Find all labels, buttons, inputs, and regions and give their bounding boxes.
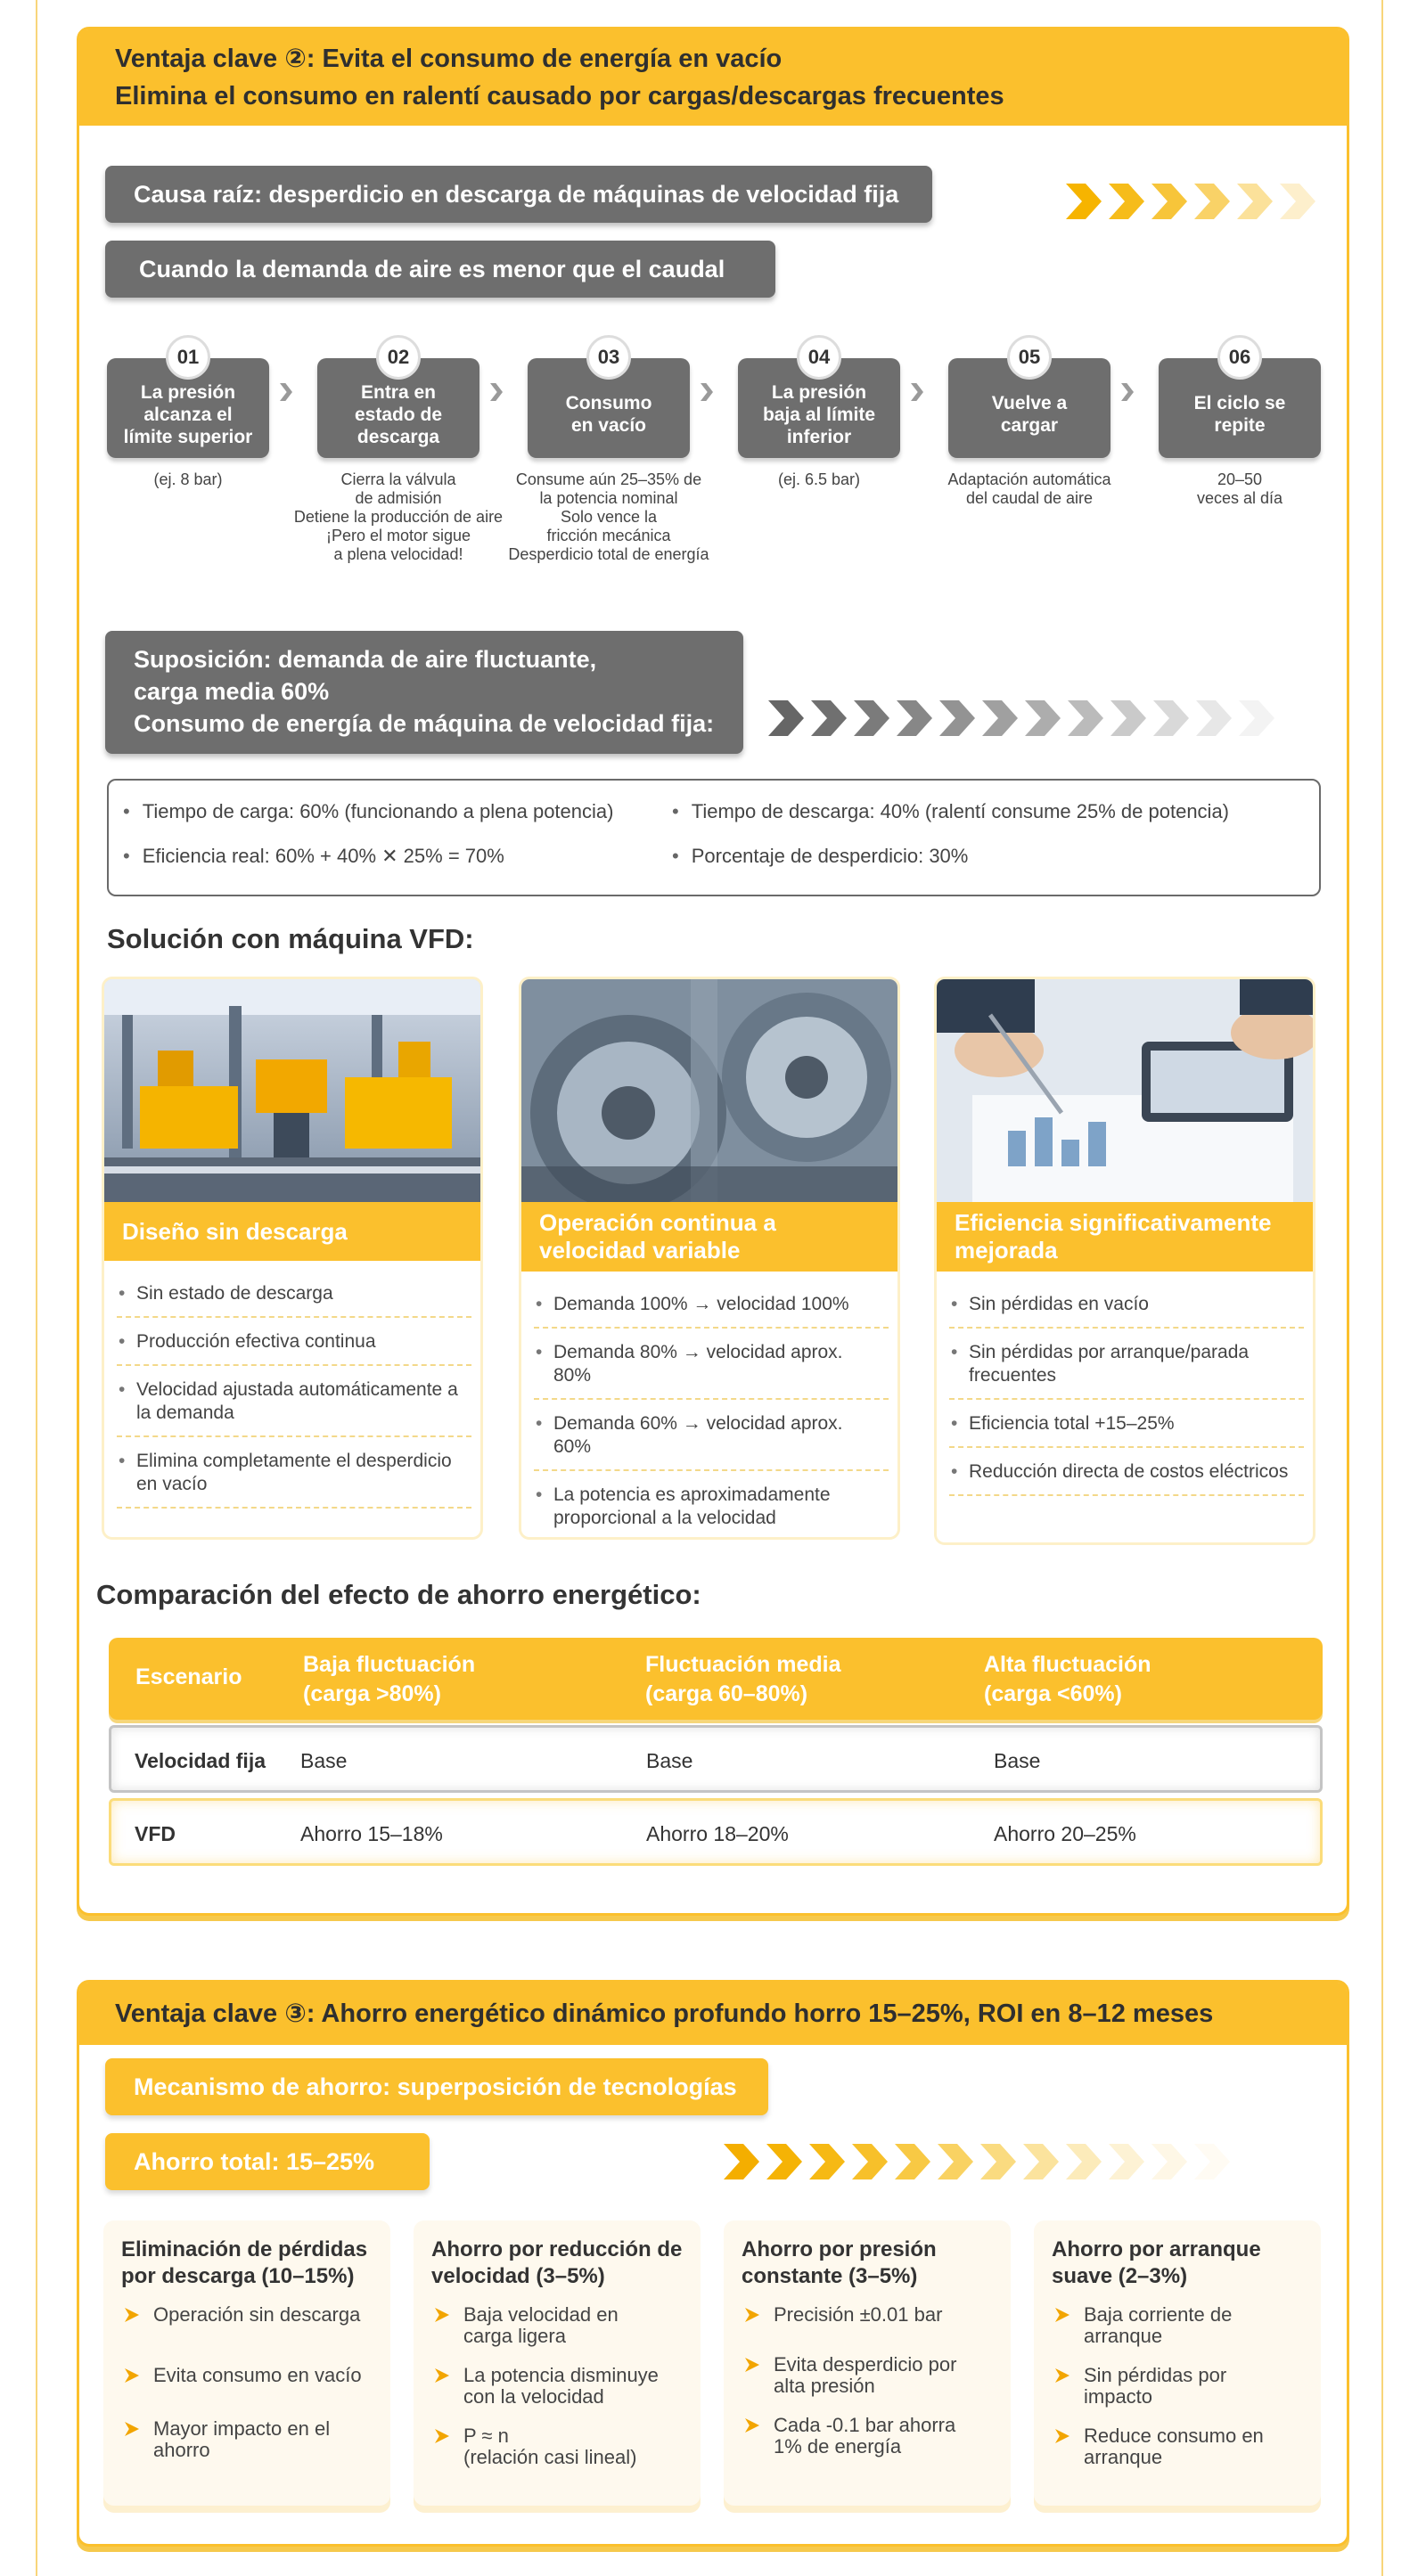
row-label: Velocidad fija: [135, 1749, 266, 1772]
total-saving-label: Ahorro total: 15–25%: [105, 2133, 430, 2190]
saving-title: Ahorro por presión constante (3–5%): [742, 2237, 937, 2288]
card-item: • Eficiencia total +15–25%: [949, 1400, 1304, 1448]
vfd-card-no-unload: [102, 977, 483, 1540]
saving-title: Ahorro por arranque suave (2–3%): [1052, 2237, 1261, 2288]
saving-card-unload: [103, 2220, 390, 2506]
step-number: 03: [586, 335, 631, 380]
assumption-line-3: Consumo de energía de máquina de velocidad fija:: [134, 710, 715, 737]
saving-item: Baja corriente de arranque: [1052, 2304, 1303, 2347]
step-description: Cierra la válvula de admisión Detiene la producción de aire ¡Pero el motor sigue a plena velocidad!: [293, 470, 504, 563]
step-number: 06: [1217, 335, 1262, 380]
comparison-table-header: [109, 1638, 1323, 1720]
card-title: Diseño sin descarga: [104, 1202, 480, 1261]
cell-high: Base: [994, 1749, 1041, 1772]
vfd-card-variable-speed: [519, 977, 900, 1540]
card-item: • Demanda 100% → velocidad 100%: [534, 1280, 889, 1329]
cycle-step-6: [1159, 346, 1321, 507]
cell-high: Ahorro 20–25%: [994, 1822, 1136, 1845]
table-row: [109, 1725, 1323, 1793]
row-label: VFD: [135, 1822, 176, 1845]
cycle-step-2: [293, 346, 504, 563]
step-number: 05: [1007, 335, 1052, 380]
card-item: • Velocidad ajustada automáticamente a la demanda: [117, 1366, 471, 1437]
table-row: [109, 1798, 1323, 1866]
card-item: • Elimina completamente el desperdicio en vacío: [117, 1437, 471, 1509]
section-3-title: Ventaja clave ③: Ahorro energético dinámico profundo horro 15–25%, ROI en 8–12 meses: [115, 1999, 1214, 2028]
saving-item: Baja velocidad en carga ligera: [431, 2304, 683, 2347]
cycle-step-3: [508, 346, 709, 563]
saving-item: La potencia disminuye con la velocidad: [431, 2365, 683, 2408]
stat-load-time: • Tiempo de carga: 60% (funcionando a plena potencia): [123, 800, 613, 823]
cycle-step-5: [947, 346, 1111, 507]
step-title: La presión baja al límite inferior: [738, 358, 900, 458]
card-item: • Sin pérdidas por arranque/parada frecuentes: [949, 1329, 1304, 1400]
step-description: Consume aún 25–35% de la potencia nominal Solo vence la fricción mecánica Desperdicio total de energía: [508, 470, 709, 563]
col-header-high: Alta fluctuación (carga <60%): [984, 1652, 1151, 1706]
vfd-card-efficiency: [934, 977, 1315, 1545]
card-title: Operación continua a velocidad variable: [521, 1202, 897, 1272]
step-number: 02: [376, 335, 421, 380]
card-item: • Producción efectiva continua: [117, 1318, 471, 1366]
saving-item: Evita consumo en vacío: [121, 2365, 373, 2386]
section-2-title-line1: Ventaja clave ②: Evita el consumo de energía en vacío: [115, 45, 783, 73]
saving-card-speed: [414, 2220, 701, 2506]
assumption-line-2: carga media 60%: [134, 678, 330, 705]
condition-label: Cuando la demanda de aire es menor que el caudal: [105, 241, 775, 298]
step-number: 01: [166, 335, 210, 380]
stat-waste: • Porcentaje de desperdicio: 30%: [672, 845, 968, 868]
saving-item: Sin pérdidas por impacto: [1052, 2365, 1303, 2408]
cell-low: Base: [300, 1749, 348, 1772]
chevron-strip-gray-icon: [768, 700, 1274, 736]
saving-item: Mayor impacto en el ahorro: [121, 2418, 373, 2461]
stat-unload-time: • Tiempo de descarga: 40% (ralentí consume 25% de potencia): [672, 800, 1229, 823]
assumption-line-1: Suposición: demanda de aire fluctuante,: [134, 646, 597, 673]
step-description: (ej. 6.5 bar): [777, 470, 861, 488]
business-report-image: [937, 979, 1313, 1202]
cycle-step-1: [107, 346, 269, 488]
gear-mechanism-image: [521, 979, 897, 1202]
section-2-title-line2: Elimina el consumo en ralentí causado por cargas/descargas frecuentes: [115, 82, 1004, 110]
step-description: 20–50 veces al día: [1196, 470, 1283, 507]
step-title: Entra en estado de descarga: [317, 358, 479, 458]
factory-robots-image: [104, 979, 480, 1202]
comparison-title: Comparación del efecto de ahorro energético:: [96, 1579, 701, 1610]
card-item: • Reducción directa de costos eléctricos: [949, 1448, 1304, 1496]
chevron-strip-right-icon: [1066, 184, 1315, 219]
card-item: • Sin pérdidas en vacío: [949, 1280, 1304, 1329]
step-title: Consumo en vacío: [528, 358, 690, 458]
saving-item: Precisión ±0.01 bar: [742, 2304, 993, 2326]
vfd-solution-title: Solución con máquina VFD:: [107, 923, 474, 954]
section-advantage-2: [77, 27, 1349, 1916]
chevron-strip-orange-icon: [724, 2144, 1230, 2179]
stat-real-efficiency: • Eficiencia real: 60% + 40% ✕ 25% = 70%: [123, 845, 504, 868]
saving-item: Reduce consumo en arranque: [1052, 2425, 1303, 2468]
step-title: El ciclo se repite: [1159, 358, 1321, 458]
cell-medium: Base: [646, 1749, 693, 1772]
fixed-speed-stats-box: [107, 779, 1321, 896]
cell-low: Ahorro 15–18%: [300, 1822, 443, 1845]
mechanism-label: Mecanismo de ahorro: superposición de tecnologías: [105, 2058, 768, 2115]
saving-title: Eliminación de pérdidas por descarga (10–15%): [121, 2237, 368, 2288]
saving-card-softstart: [1034, 2220, 1321, 2506]
card-title: Eficiencia significativamente mejorada: [937, 1202, 1313, 1272]
cycle-step-4: [738, 346, 900, 488]
section-2-header: [79, 29, 1347, 126]
step-title: Vuelve a cargar: [948, 358, 1110, 458]
step-description: (ej. 8 bar): [153, 470, 223, 488]
col-header-scenario: Escenario: [135, 1664, 242, 1689]
col-header-medium: Fluctuación media (carga 60–80%): [645, 1652, 841, 1706]
saving-item: Evita desperdicio por alta presión: [742, 2354, 993, 2397]
saving-item: Cada -0.1 bar ahorra 1% de energía: [742, 2415, 993, 2457]
saving-card-pressure: [724, 2220, 1011, 2506]
col-header-low: Baja fluctuación (carga >80%): [303, 1652, 476, 1706]
saving-item: P ≈ n (relación casi lineal): [431, 2425, 683, 2468]
section-3-header: [79, 1983, 1347, 2045]
step-description: Adaptación automática del caudal de aire: [947, 470, 1111, 507]
step-number: 04: [797, 335, 841, 380]
saving-item: Operación sin descarga: [121, 2304, 373, 2326]
assumption-label: [105, 631, 743, 754]
card-item: • Demanda 60% → velocidad aprox. 60%: [534, 1400, 889, 1471]
card-item: • Sin estado de descarga: [117, 1270, 471, 1318]
card-item: • Demanda 80% → velocidad aprox. 80%: [534, 1329, 889, 1400]
cell-medium: Ahorro 18–20%: [646, 1822, 789, 1845]
card-item: • La potencia es aproximadamente proporcional a la velocidad: [534, 1471, 889, 1540]
saving-title: Ahorro por reducción de velocidad (3–5%): [431, 2237, 683, 2288]
root-cause-label: Causa raíz: desperdicio en descarga de máquinas de velocidad fija: [105, 166, 932, 223]
step-title: La presión alcanza el límite superior: [107, 358, 269, 458]
